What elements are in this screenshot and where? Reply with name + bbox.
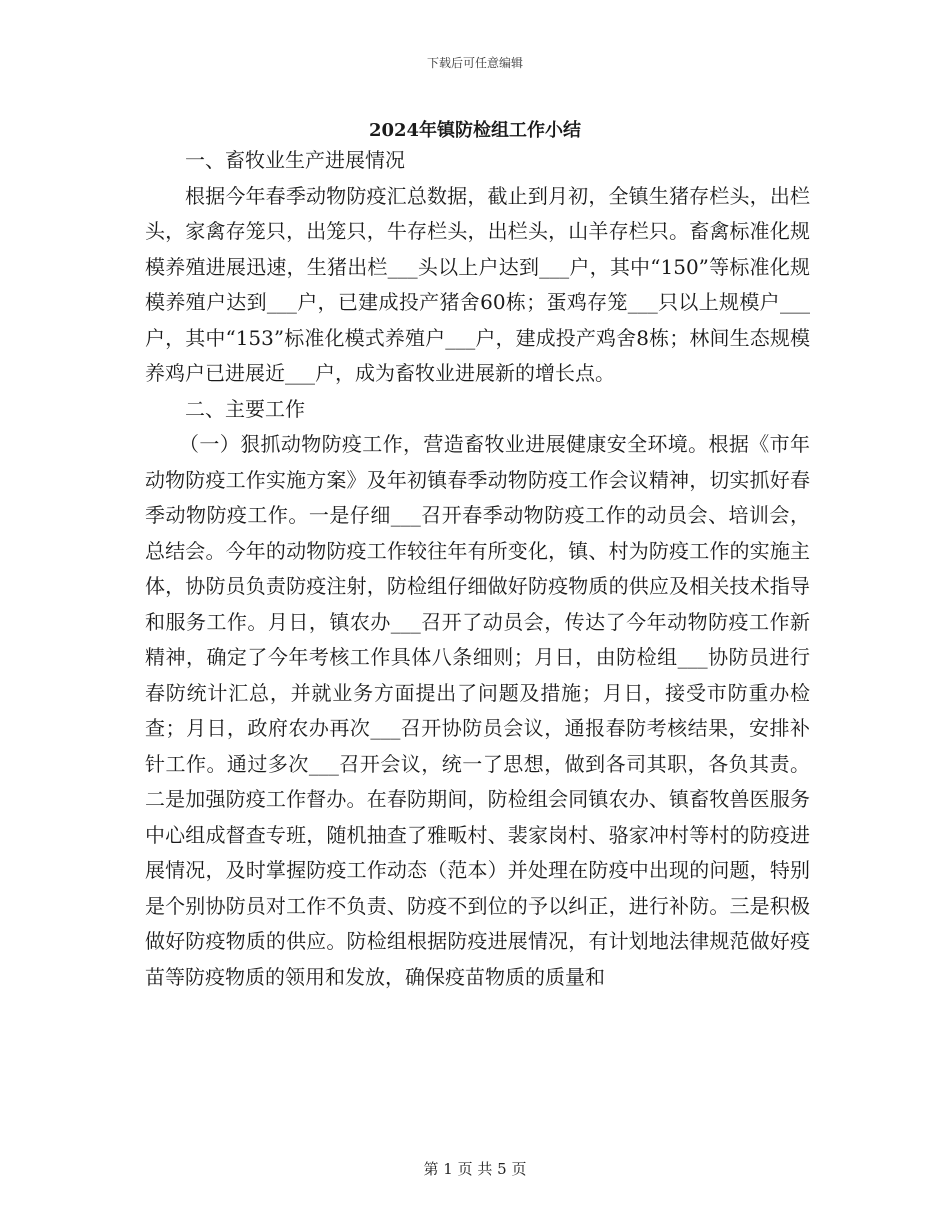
- page-header: 下载后可任意编辑: [426, 56, 523, 70]
- section-heading: 一、畜牧业生产进展情况: [185, 148, 405, 172]
- document-title: 2024年镇防检组工作小结: [368, 120, 582, 141]
- paragraph: 根据今年春季动物防疫汇总数据，截止到月初，全镇生猪存栏头，出栏头，家禽存笼只，出笼只，牛存栏头，出栏头，山羊存栏只。畜禽标准化规模养殖进展迅速，生猪出栏___头以上户达到___户，其中“150”等标准化规模养殖户达到___户，已建成投产猪舍60栋；蛋鸡存笼___只以上规模户___户，其中“153”标准化模式养殖户___户，建成投产鸡舍8栋；林间生态规模养鸡户已进展近___户，成为畜牧业进展新的增长点。: [145, 183, 810, 385]
- page-number: 第 1 页 共 5 页: [423, 1160, 527, 1178]
- document-body: [145, 143, 810, 995]
- paragraph: （一）狠抓动物防疫工作，营造畜牧业进展健康安全环境。根据《市年动物防疫工作实施方案》及年初镇春季动物防疫工作会议精神，切实抓好春季动物防疫工作。一是仔细___召开春季动物防疫工作的动员会、培训会，总结会。今年的动物防疫工作较往年有所变化，镇、村为防疫工作的实施主体，协防员负责防疫注射，防检组仔细做好防疫物质的供应及相关技术指导和服务工作。月日，镇农办___召开了动员会，传达了今年动物防疫工作新精神，确定了今年考核工作具体八条细则；月日，由防检组___协防员进行春防统计汇总，并就业务方面提出了问题及措施；月日，接受市防重办检查；月日，政府农办再次___召开协防员会议，通报春防考核结果，安排补针工作。通过多次___召开会议，统一了思想，做到各司其职，各负其责。二是加强防疫工作督办。在春防期间，防检组会同镇农办、镇畜牧兽医服务中心组成督查专班，随机抽查了雅畈村、裴家岗村、骆家冲村等村的防疫进展情况，及时掌握防疫工作动态（范本）并处理在防疫中出现的问题，特别是个别协防员对工作不负责、防疫不到位的予以纠正，进行补防。三是积极做好防疫物质的供应。防检组根据防疫进展情况，有计划地法律规范做好疫苗等防疫物质的领用和发放，确保疫苗物质的质量和: [145, 432, 810, 989]
- section-heading: 二、主要工作: [185, 396, 305, 421]
